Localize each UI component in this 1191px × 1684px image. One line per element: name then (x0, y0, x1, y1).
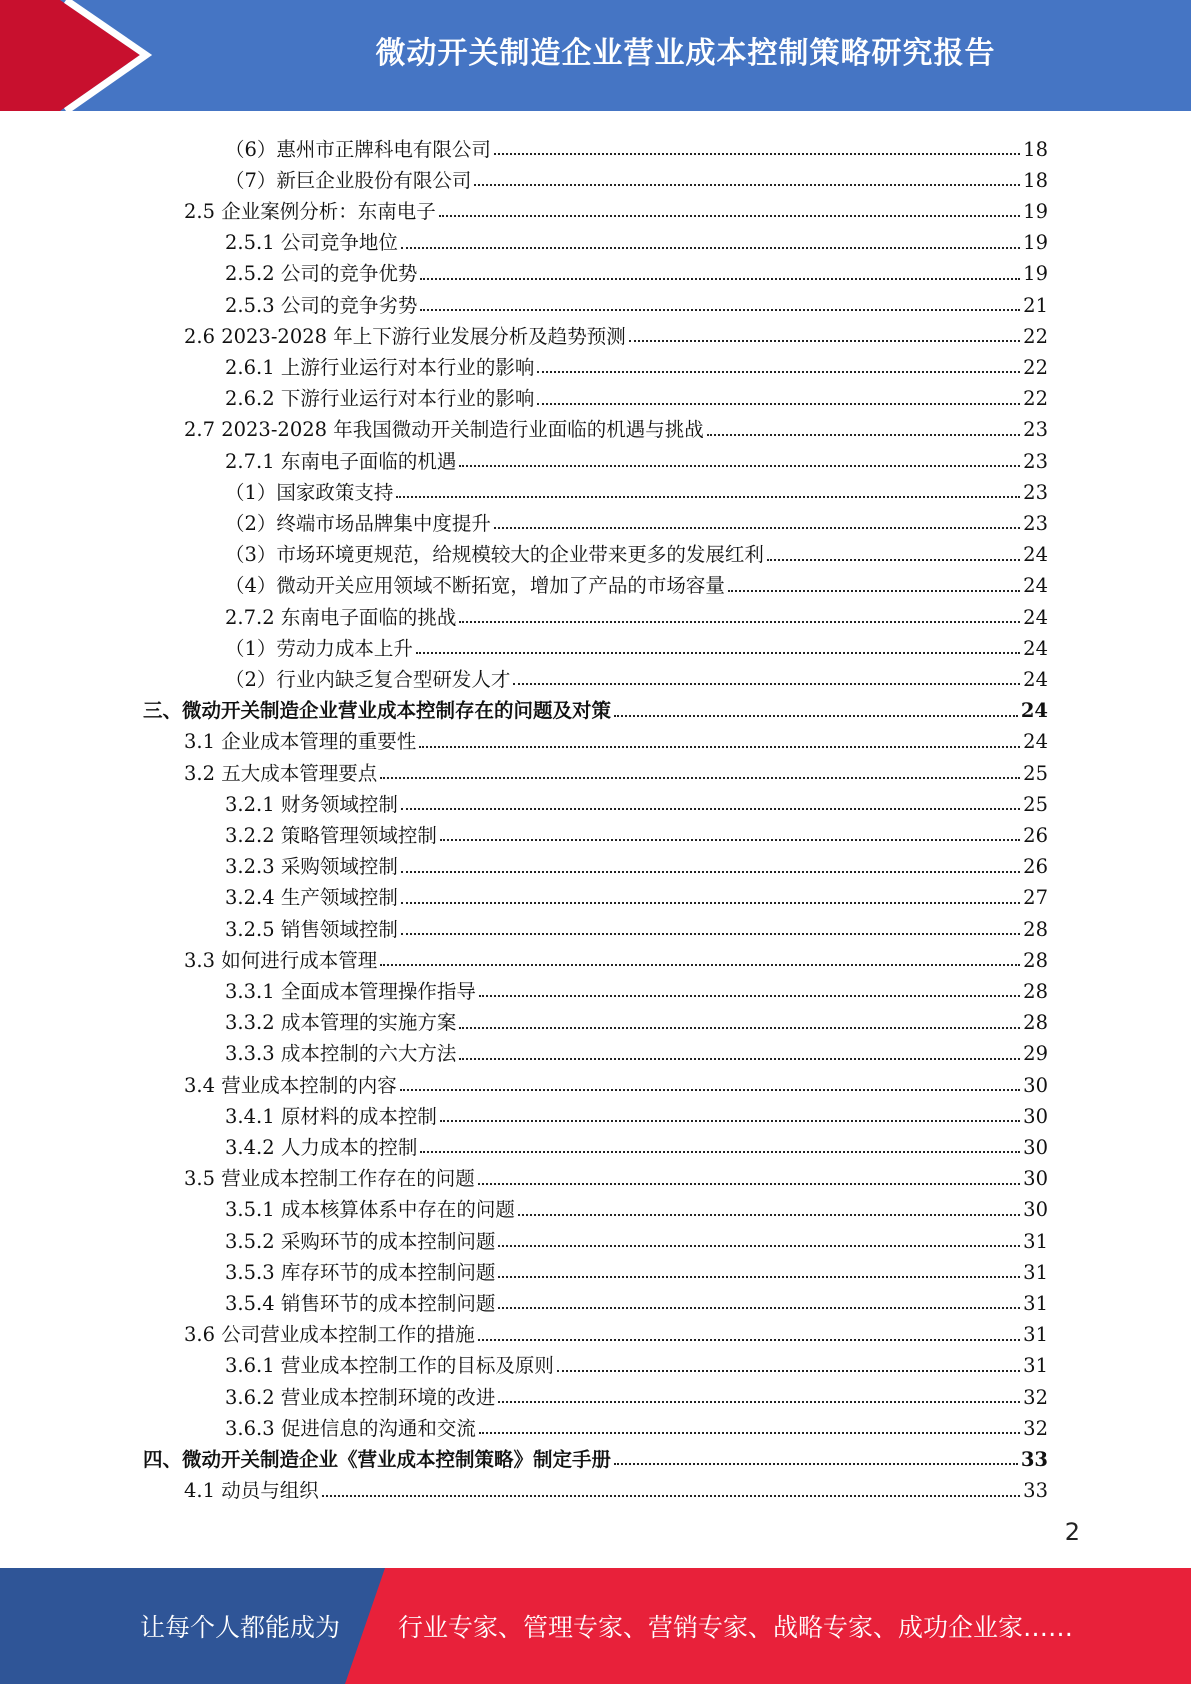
toc-entry-page: 23 (1023, 418, 1048, 442)
toc-dot-leader (401, 871, 1020, 873)
toc-entry[interactable] (225, 534, 1048, 565)
toc-entry-page: 19 (1023, 262, 1048, 286)
toc-entry-page: 29 (1023, 1042, 1048, 1066)
toc-entry-page: 22 (1023, 355, 1048, 379)
toc-dot-leader (380, 777, 1020, 779)
toc-entry-page: 23 (1023, 449, 1048, 473)
toc-entry[interactable] (225, 1189, 1048, 1220)
toc-dot-leader (440, 839, 1020, 841)
toc-entry-title: 3.4.2 人力成本的控制 (225, 1135, 418, 1159)
toc-dot-leader (498, 1401, 1020, 1403)
toc-entry[interactable] (225, 1251, 1048, 1282)
toc-dot-leader (494, 527, 1020, 529)
toc-entry-title: 3.2.1 财务领域控制 (225, 792, 398, 816)
toc-entry[interactable] (184, 939, 1048, 970)
toc-entry-page: 26 (1023, 855, 1048, 879)
toc-entry-title: 4.1 动员与组织 (184, 1479, 319, 1503)
toc-dot-leader (401, 247, 1020, 249)
toc-entry-title: 3.2 五大成本管理要点 (184, 761, 378, 785)
toc-entry[interactable] (225, 284, 1048, 315)
toc-entry-page: 30 (1023, 1073, 1048, 1097)
toc-entry-title: （2）终端市场品牌集中度提升 (225, 511, 491, 535)
footer-banner (0, 1568, 1191, 1684)
toc-entry[interactable] (184, 721, 1048, 752)
toc-entry[interactable] (225, 814, 1048, 845)
toc-entry[interactable] (184, 1158, 1048, 1189)
toc-entry-page: 30 (1023, 1198, 1048, 1222)
toc-entry-page: 24 (1023, 605, 1048, 629)
toc-entry-page: 25 (1023, 761, 1048, 785)
toc-dot-leader (401, 902, 1020, 904)
toc-entry-title: 2.5.1 公司竞争地位 (225, 231, 398, 255)
toc-entry-page: 23 (1023, 480, 1048, 504)
toc-entry[interactable] (225, 596, 1048, 627)
toc-entry-title: 3.3.1 全面成本管理操作指导 (225, 979, 476, 1003)
toc-entry[interactable] (184, 409, 1048, 440)
toc-entry[interactable] (225, 378, 1048, 409)
footer-slogan-right: 行业专家、管理专家、营销专家、战略专家、成功企业家…… (398, 1613, 1074, 1642)
toc-entry[interactable] (225, 970, 1048, 1001)
toc-dot-leader (478, 1183, 1020, 1185)
toc-entry[interactable] (225, 346, 1048, 377)
toc-entry[interactable] (225, 658, 1048, 689)
toc-entry-title: 3.6.3 促进信息的沟通和交流 (225, 1416, 476, 1440)
report-title: 微动开关制造企业营业成本控制策略研究报告 (375, 36, 996, 71)
toc-dot-leader (420, 1151, 1020, 1153)
toc-dot-leader (513, 683, 1020, 685)
toc-dot-leader (629, 340, 1020, 342)
toc-entry-title: （1）国家政策支持 (225, 480, 394, 504)
toc-entry-title: 3.6.2 营业成本控制环境的改进 (225, 1385, 496, 1409)
toc-dot-leader (396, 496, 1020, 498)
toc-entry-title: （2）行业内缺乏复合型研发人才 (225, 667, 511, 691)
toc-entry[interactable] (225, 253, 1048, 284)
toc-entry[interactable] (225, 846, 1048, 877)
toc-entry[interactable] (225, 1033, 1048, 1064)
toc-dot-leader (498, 1276, 1020, 1278)
toc-entry-title: 3.5.1 成本核算体系中存在的问题 (225, 1198, 515, 1222)
toc-dot-leader (614, 715, 1018, 717)
toc-entry-page: 24 (1023, 543, 1048, 567)
toc-dot-leader (728, 590, 1020, 592)
toc-entry-page: 25 (1023, 792, 1048, 816)
toc-entry-page: 18 (1023, 168, 1048, 192)
toc-entry-title: 3.3.2 成本管理的实施方案 (225, 1011, 457, 1035)
toc-dot-leader (498, 1245, 1020, 1247)
toc-entry-page: 27 (1023, 886, 1048, 910)
report-header (0, 0, 1191, 111)
toc-entry[interactable] (184, 752, 1048, 783)
toc-dot-leader (478, 1339, 1020, 1341)
toc-dot-leader (479, 995, 1020, 997)
toc-entry-page: 24 (1023, 636, 1048, 660)
toc-entry-title: 3.3.3 成本控制的六大方法 (225, 1042, 457, 1066)
toc-dot-leader (420, 309, 1020, 311)
toc-entry-page: 24 (1020, 699, 1048, 723)
toc-entry-title: 3.4.1 原材料的成本控制 (225, 1104, 437, 1128)
toc-dot-leader (707, 434, 1020, 436)
toc-entry-title: 3.2.5 销售领域控制 (225, 917, 398, 941)
toc-dot-leader (459, 465, 1020, 467)
toc-entry-page: 32 (1023, 1416, 1048, 1440)
toc-entry[interactable] (184, 1470, 1048, 1501)
toc-dot-leader (400, 1089, 1020, 1091)
toc-dot-leader (494, 153, 1020, 155)
header-red-chevron (0, 0, 140, 111)
toc-entry-page: 24 (1023, 730, 1048, 754)
toc-entry-title: 3.4 营业成本控制的内容 (184, 1073, 397, 1097)
toc-entry-title: 3.1 企业成本管理的重要性 (184, 730, 417, 754)
toc-dot-leader (459, 1058, 1020, 1060)
toc-dot-leader (401, 933, 1020, 935)
toc-entry-title: 3.6 公司营业成本控制工作的措施 (184, 1323, 475, 1347)
toc-dot-leader (479, 1432, 1020, 1434)
toc-entry[interactable] (225, 1376, 1048, 1407)
toc-entry[interactable] (225, 1345, 1048, 1376)
toc-entry-page: 23 (1023, 511, 1048, 535)
toc-entry-page: 22 (1023, 387, 1048, 411)
toc-entry-page: 19 (1023, 231, 1048, 255)
toc-entry[interactable] (225, 877, 1048, 908)
footer-slogan-left: 让每个人都能成为 (140, 1613, 341, 1642)
toc-entry[interactable] (225, 128, 1048, 159)
toc-dot-leader (518, 1214, 1020, 1216)
toc-entry-page: 33 (1023, 1479, 1048, 1503)
toc-entry-title: 2.5.2 公司的竞争优势 (225, 262, 418, 286)
toc-entry-title: 3.6.1 营业成本控制工作的目标及原则 (225, 1354, 554, 1378)
toc-dot-leader (537, 403, 1020, 405)
toc-dot-leader (537, 371, 1020, 373)
toc-entry[interactable] (225, 1282, 1048, 1313)
toc-entry-title: 2.7 2023-2028 年我国微动开关制造行业面临的机遇与挑战 (184, 418, 704, 442)
toc-dot-leader (614, 1463, 1018, 1465)
toc-entry-title: 四、微动开关制造企业《营业成本控制策略》制定手册 (143, 1447, 612, 1471)
toc-entry-title: 2.7.1 东南电子面临的机遇 (225, 449, 457, 473)
toc-entry-title: 三、微动开关制造企业营业成本控制存在的问题及对策 (143, 699, 612, 723)
toc-dot-leader (474, 184, 1020, 186)
toc-entry-page: 31 (1023, 1291, 1048, 1315)
toc-entry-title: 2.6.2 下游行业运行对本行业的影响 (225, 387, 535, 411)
toc-entry-title: 2.6 2023-2028 年上下游行业发展分析及趋势预测 (184, 324, 626, 348)
toc-entry-page: 19 (1023, 199, 1048, 223)
toc-dot-leader (380, 964, 1020, 966)
toc-dot-leader (767, 559, 1020, 561)
toc-entry-page: 28 (1023, 979, 1048, 1003)
toc-entry[interactable] (225, 783, 1048, 814)
toc-entry-page: 28 (1023, 1011, 1048, 1035)
toc-entry-page: 33 (1020, 1447, 1048, 1471)
toc-dot-leader (459, 621, 1020, 623)
toc-dot-leader (322, 1495, 1020, 1497)
toc-entry-page: 31 (1023, 1323, 1048, 1347)
toc-entry-page: 24 (1023, 574, 1048, 598)
toc-dot-leader (557, 1370, 1020, 1372)
toc-entry[interactable] (225, 1220, 1048, 1251)
toc-entry-title: 3.2.4 生产领域控制 (225, 886, 398, 910)
toc-entry[interactable] (225, 159, 1048, 190)
toc-entry-page: 31 (1023, 1354, 1048, 1378)
toc-entry[interactable] (225, 471, 1048, 502)
toc-entry-title: 2.7.2 东南电子面临的挑战 (225, 605, 457, 629)
toc-dot-leader (498, 1307, 1020, 1309)
toc-entry-title: （3）市场环境更规范，给规模较大的企业带来更多的发展红利 (225, 543, 764, 567)
toc-entry-title: 3.3 如何进行成本管理 (184, 948, 378, 972)
toc-entry[interactable] (225, 908, 1048, 939)
toc-entry-title: 3.5 营业成本控制工作存在的问题 (184, 1167, 475, 1191)
toc-entry-title: （7）新巨企业股份有限公司 (225, 168, 472, 192)
toc-entry[interactable] (225, 1002, 1048, 1033)
toc-entry[interactable] (225, 1126, 1048, 1157)
toc-entry-title: （6）惠州市正牌科电有限公司 (225, 137, 491, 161)
toc-entry-title: 3.2.3 采购领域控制 (225, 855, 398, 879)
toc-entry[interactable] (225, 1095, 1048, 1126)
toc-entry-page: 28 (1023, 948, 1048, 972)
toc-entry[interactable] (225, 222, 1048, 253)
toc-entry[interactable] (184, 1064, 1048, 1095)
toc-entry-title: 3.5.2 采购环节的成本控制问题 (225, 1229, 496, 1253)
toc-dot-leader (416, 652, 1020, 654)
toc-dot-leader (420, 278, 1020, 280)
toc-entry[interactable] (143, 690, 1048, 721)
toc-dot-leader (459, 1027, 1020, 1029)
toc-entry-page: 31 (1023, 1260, 1048, 1284)
toc-entry-page: 28 (1023, 917, 1048, 941)
toc-entry-title: （1）劳动力成本上升 (225, 636, 413, 660)
toc-entry-title: 3.5.3 库存环节的成本控制问题 (225, 1260, 496, 1284)
toc-dot-leader (419, 746, 1020, 748)
toc-entry-title: 2.5.3 公司的竞争劣势 (225, 293, 418, 317)
toc-entry-page: 30 (1023, 1104, 1048, 1128)
toc-entry[interactable] (225, 502, 1048, 533)
toc-entry[interactable] (184, 190, 1048, 221)
toc-entry-title: 2.6.1 上游行业运行对本行业的影响 (225, 355, 535, 379)
toc-entry-title: （4）微动开关应用领域不断拓宽，增加了产品的市场容量 (225, 574, 725, 598)
toc-entry-page: 32 (1023, 1385, 1048, 1409)
toc-dot-leader (401, 808, 1020, 810)
toc-dot-leader (439, 215, 1020, 217)
toc-entry-page: 22 (1023, 324, 1048, 348)
toc-entry-page: 31 (1023, 1229, 1048, 1253)
toc-entry[interactable] (225, 627, 1048, 658)
toc-entry[interactable] (225, 1407, 1048, 1438)
toc-entry-title: 3.5.4 销售环节的成本控制问题 (225, 1291, 496, 1315)
toc-entry-title: 3.2.2 策略管理领域控制 (225, 823, 437, 847)
page-number: 2 (1064, 1518, 1080, 1546)
toc-entry[interactable] (225, 565, 1048, 596)
toc-entry-page: 18 (1023, 137, 1048, 161)
toc-entry[interactable] (225, 440, 1048, 471)
toc-entry-page: 26 (1023, 823, 1048, 847)
toc-entry-page: 30 (1023, 1167, 1048, 1191)
toc-dot-leader (440, 1120, 1020, 1122)
toc-entry[interactable] (184, 315, 1048, 346)
toc-entry-title: 2.5 企业案例分析：东南电子 (184, 199, 436, 223)
toc-entry-page: 24 (1023, 667, 1048, 691)
toc-entry[interactable] (184, 1314, 1048, 1345)
toc-entry-page: 30 (1023, 1135, 1048, 1159)
toc-entry[interactable] (143, 1438, 1048, 1469)
toc-entry-page: 21 (1023, 293, 1048, 317)
